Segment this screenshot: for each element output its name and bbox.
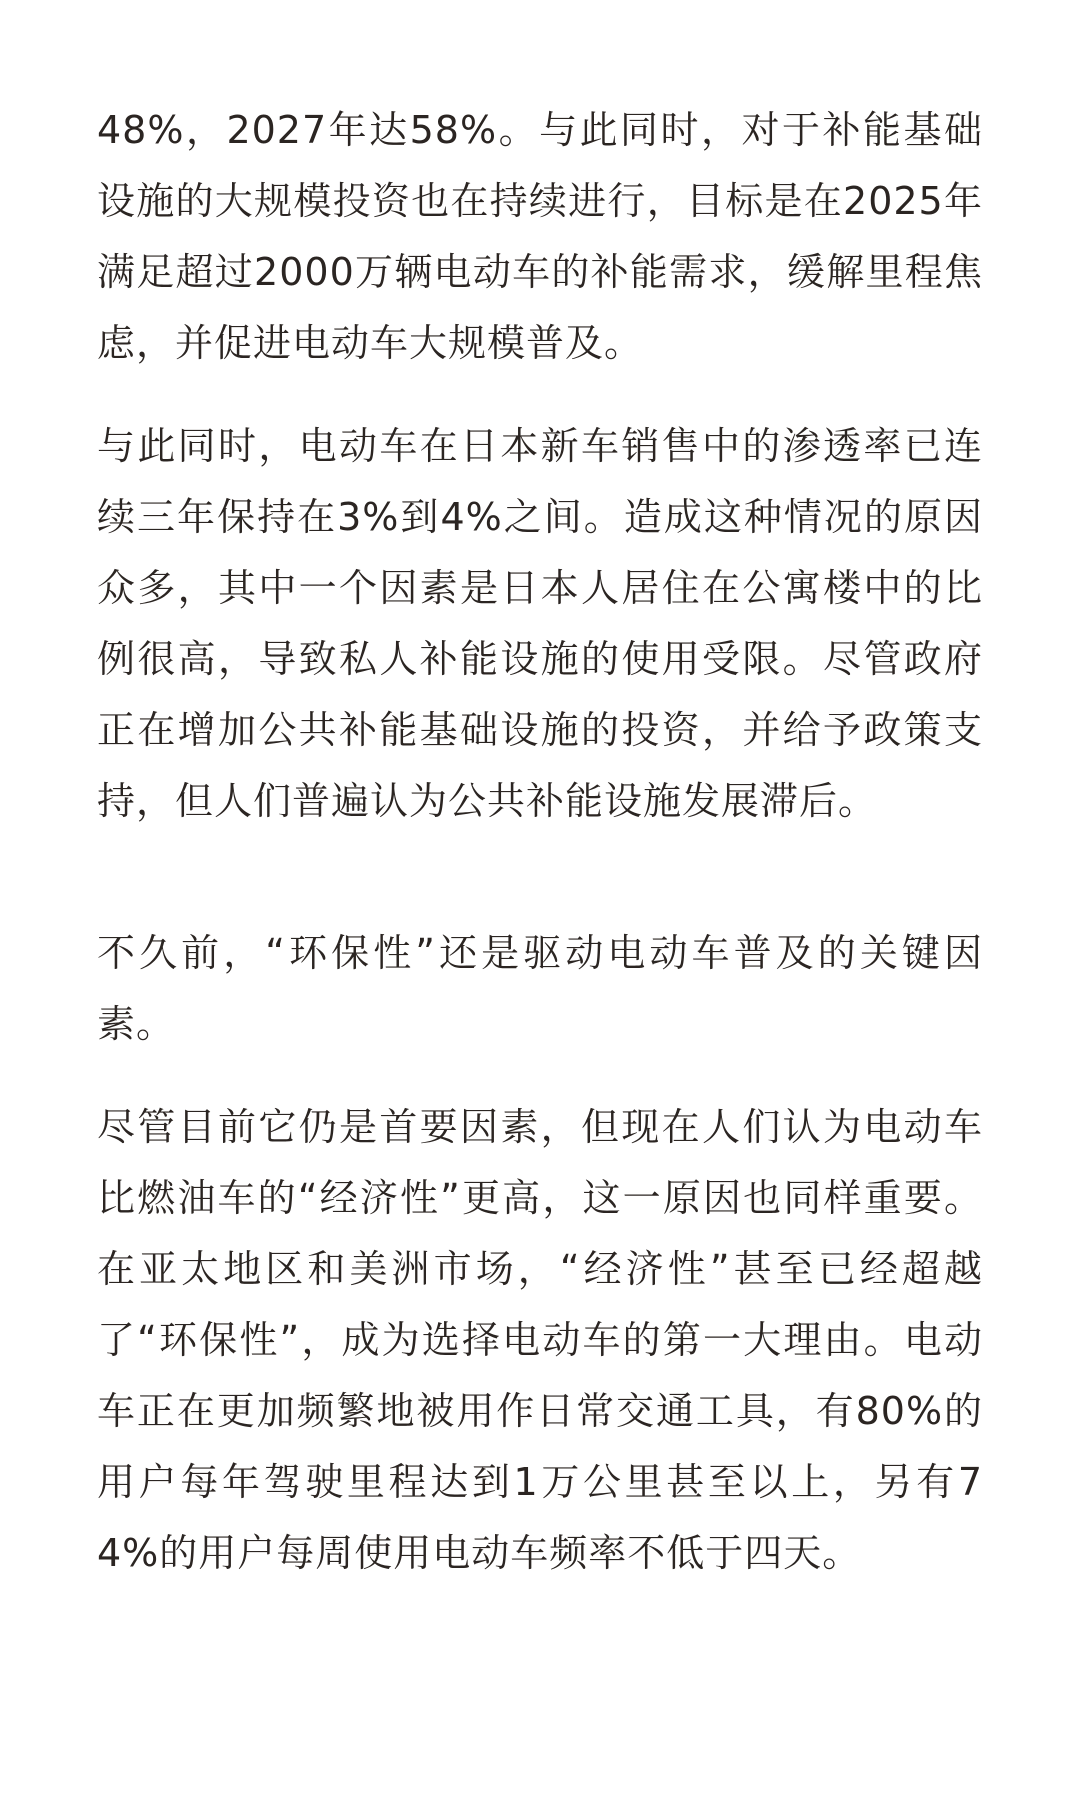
paragraph-infrastructure: 48%，2027年达58%。与此同时，对于补能基础设施的大规模投资也在持续进行，目标是在2025年满足超过2000万辆电动车的补能需求，缓解里程焦虑，并促进电动车大规模普及。 [97,108,983,365]
paragraph-spacer [97,379,983,411]
paragraph-japan-penetration: 与此同时，电动车在日本新车销售中的渗透率已连续三年保持在3%到4%之间。造成这种情况的原因众多，其中一个因素是日本人居住在公寓楼中的比例很高，导致私人补能设施的使用受限。尽管政府正在增加公共补能基础设施的投资，并给予政策支持，但人们普遍认为公共补能设施发展滞后。 [97,424,983,823]
paragraph-spacer [97,1060,983,1092]
section-spacer [97,837,983,918]
article-body [97,95,983,1589]
paragraph-economic-factor: 尽管目前它仍是首要因素，但现在人们认为电动车比燃油车的“经济性”更高，这一原因也同样重要。在亚太地区和美洲市场，“经济性”甚至已经超越了“环保性”，成为选择电动车的第一大理由。电动车正在更加频繁地被用作日常交通工具，有80%的用户每年驾驶里程达到1万公里甚至以上，另有74%的用户每周使用电动车频率不低于四天。 [97,1105,983,1575]
paragraph-environmental-factor: 不久前，“环保性”还是驱动电动车普及的关键因素。 [97,931,983,1046]
